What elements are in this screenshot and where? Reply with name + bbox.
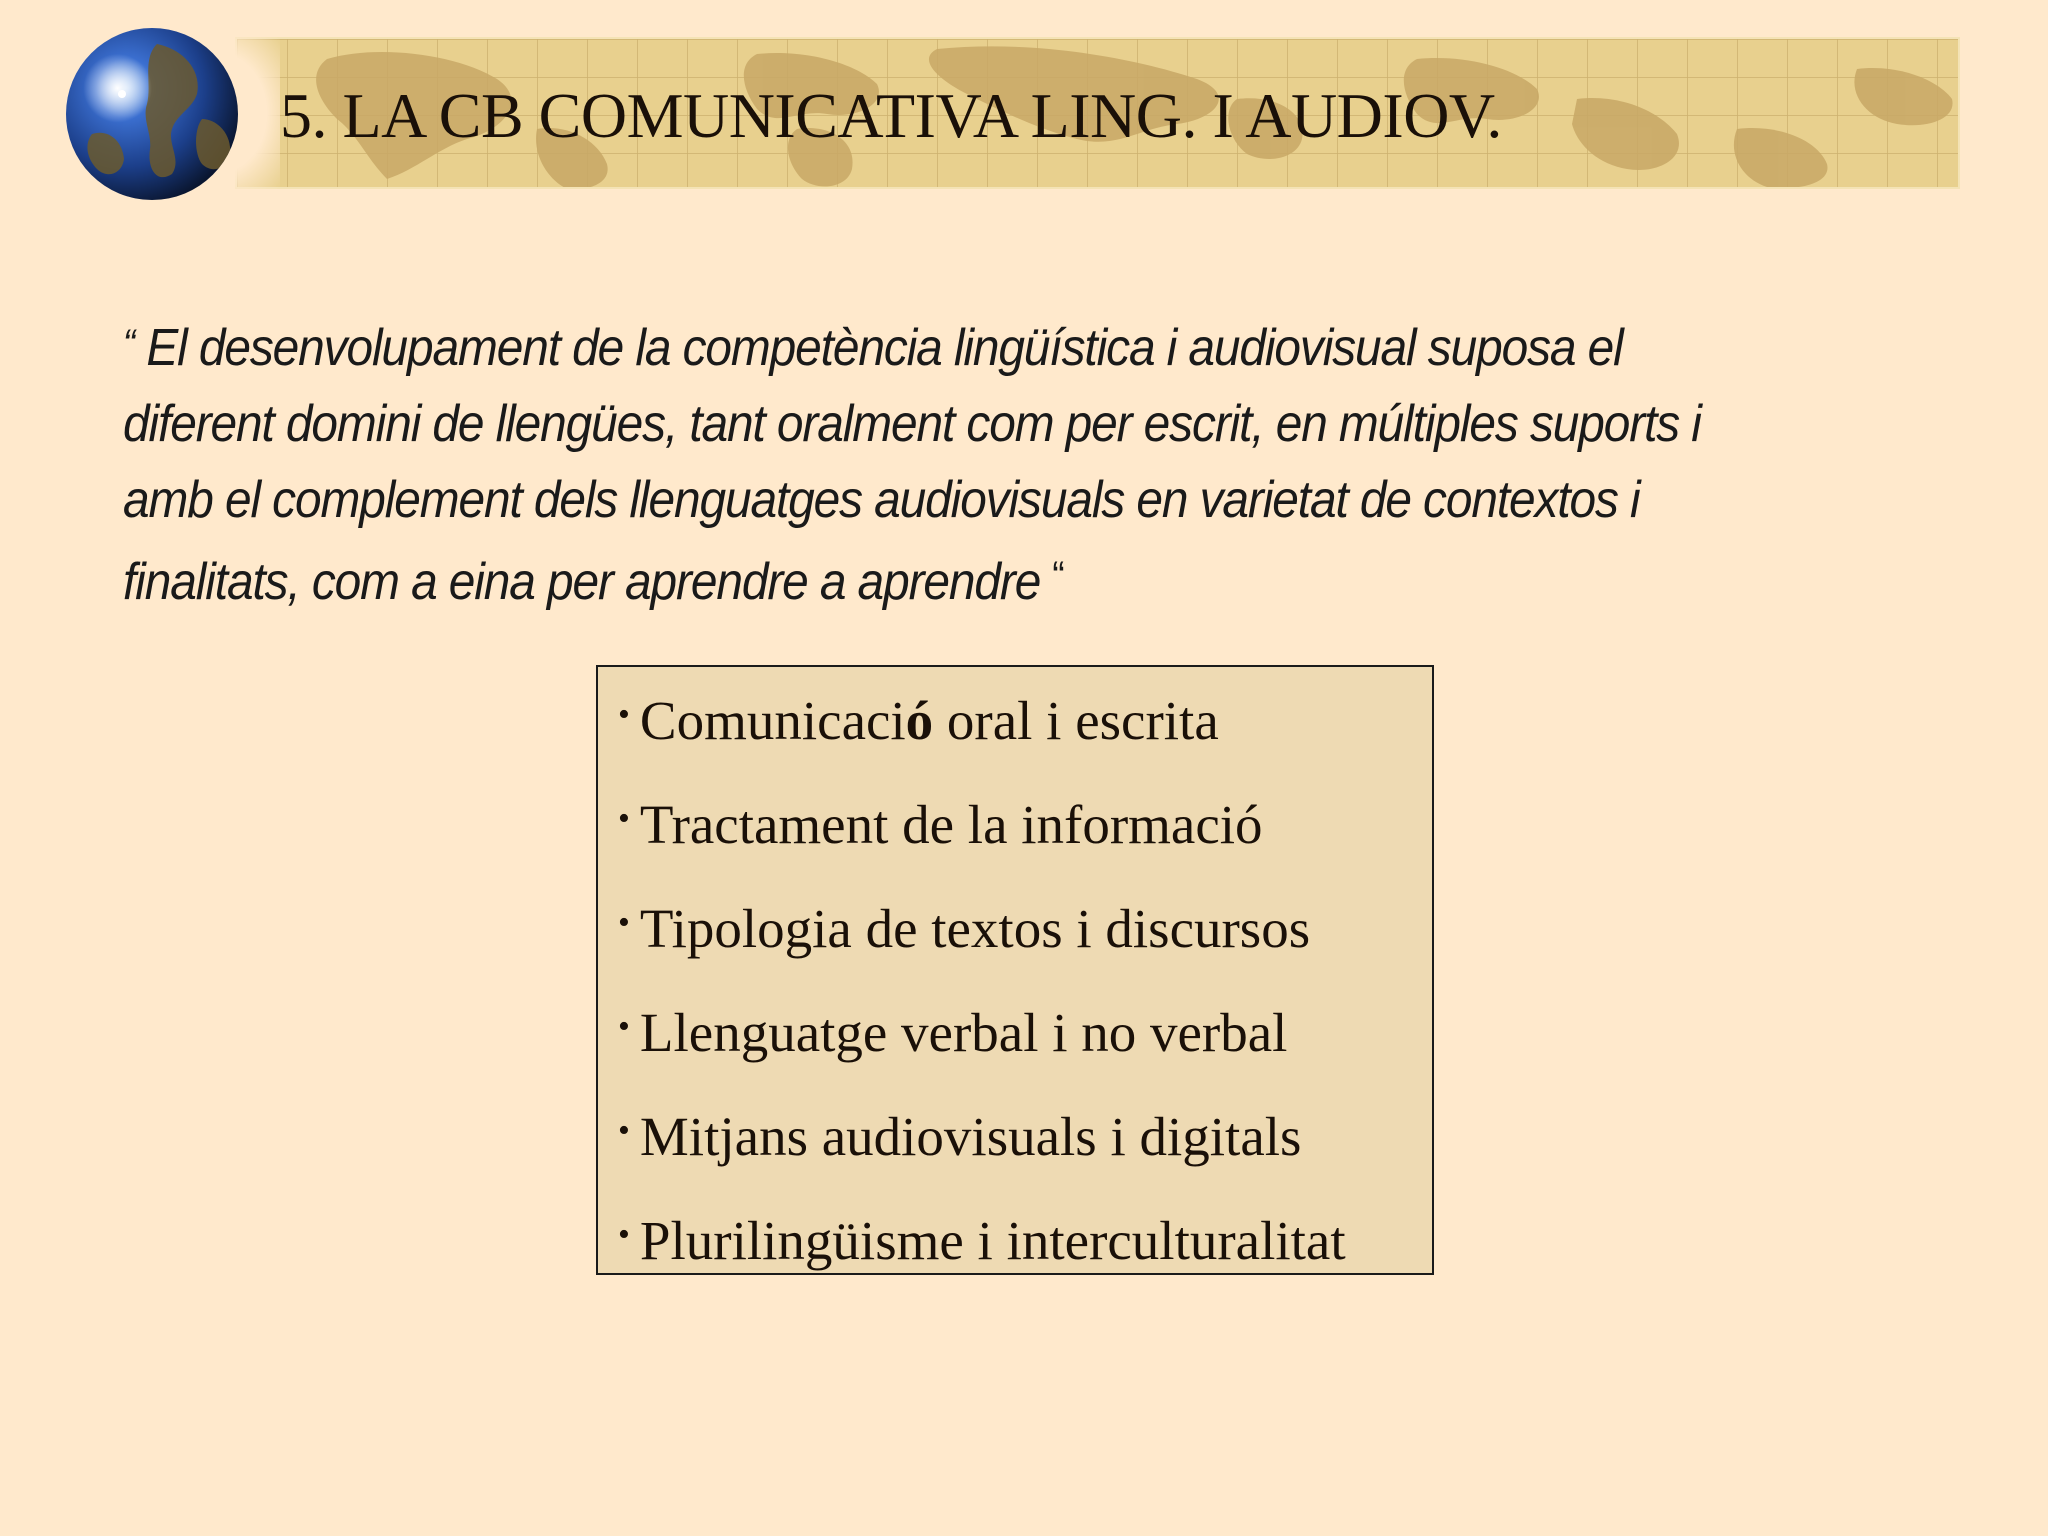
list-item (618, 898, 1311, 959)
list-item-text: Plurilingüisme i interculturalitat (639, 1210, 1346, 1271)
key-points-box (596, 665, 1434, 1275)
list-item-text: Tractament de la informació (639, 794, 1263, 855)
bullet-dot: • (618, 800, 630, 837)
list-item (618, 1002, 1288, 1063)
globe-icon (62, 24, 242, 204)
bullet-dot: • (618, 1008, 630, 1045)
bullet-dot: • (618, 1112, 630, 1149)
list-item-text: Llenguatge verbal i no verbal (639, 1002, 1288, 1063)
bullet-dot: • (618, 1216, 630, 1253)
list-item-text: Comunicació oral i escrita (639, 690, 1219, 751)
list-item (618, 794, 1263, 855)
bullet-dot: • (618, 696, 630, 733)
list-item (618, 1106, 1302, 1167)
list-item-text: Tipologia de textos i discursos (639, 898, 1311, 959)
list-item (618, 1210, 1346, 1271)
slide-title: 5. LA CB COMUNICATIVA LING. I AUDIOV. (280, 80, 1502, 151)
quote-close-mark: “ (1052, 554, 1064, 598)
quote-line-3: amb el complement dels llenguatges audiovisuals en varietat de contextos i (123, 471, 1640, 529)
quote-open-mark: “ (123, 322, 135, 366)
list-item (618, 690, 1219, 751)
bullet-dot: • (618, 904, 630, 941)
quote-paragraph (123, 306, 1797, 620)
list-item-text: Mitjans audiovisuals i digitals (639, 1106, 1302, 1167)
quote-line-1 (123, 306, 1797, 386)
quote-text-4: finalitats, com a eina per aprendre a aprendre (123, 553, 1041, 611)
quote-line-4 (123, 538, 1797, 620)
quote-line-2: diferent domini de llengües, tant oralment com per escrit, en múltiples suports i (123, 395, 1701, 453)
quote-text-1: El desenvolupament de la competència lingüística i audiovisual suposa el (146, 319, 1623, 377)
